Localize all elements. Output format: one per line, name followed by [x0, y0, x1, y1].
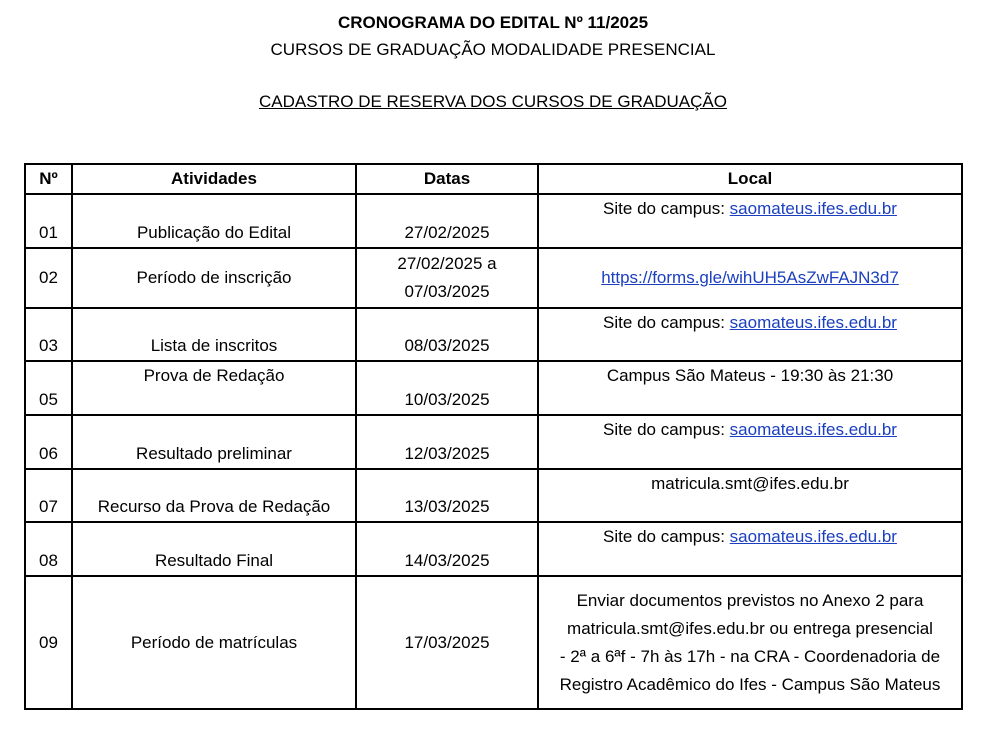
- row-activity: Resultado preliminar: [72, 415, 356, 469]
- row-date: 17/03/2025: [356, 576, 538, 709]
- row-number: 09: [25, 576, 72, 709]
- table-row: [25, 361, 962, 415]
- campus-site-link[interactable]: saomateus.ifes.edu.br: [729, 527, 897, 546]
- document-title: CRONOGRAMA DO EDITAL Nº 11/2025: [337, 13, 649, 32]
- table-row: [25, 415, 962, 469]
- local-prefix: Site do campus:: [603, 527, 730, 546]
- header-atividades: Atividades: [72, 164, 356, 194]
- header-numero: Nº: [25, 164, 72, 194]
- registration-form-link[interactable]: https://forms.gle/wihUH5AsZwFAJN3d7: [601, 268, 899, 287]
- row-activity: Publicação do Edital: [72, 194, 356, 248]
- row-local: [538, 576, 962, 709]
- row-activity: Período de inscrição: [72, 248, 356, 308]
- table-row: [25, 576, 962, 709]
- table-row: [25, 194, 962, 248]
- row-number: 02: [25, 248, 72, 308]
- row-number: 01: [25, 194, 72, 248]
- document-subtitle: CURSOS DE GRADUAÇÃO MODALIDADE PRESENCIAL: [270, 40, 716, 59]
- campus-site-link[interactable]: saomateus.ifes.edu.br: [729, 313, 897, 332]
- section-heading: CADASTRO DE RESERVA DOS CURSOS DE GRADUAÇÃO: [259, 92, 727, 111]
- row-activity: Lista de inscritos: [72, 308, 356, 361]
- table-row: [25, 469, 962, 522]
- local-line: matricula.smt@ifes.edu.br ou entrega presencial: [567, 618, 933, 638]
- row-local: matricula.smt@ifes.edu.br: [538, 469, 962, 522]
- row-activity: Resultado Final: [72, 522, 356, 576]
- table-row: [25, 308, 962, 361]
- row-date: 13/03/2025: [356, 469, 538, 522]
- date-line: 07/03/2025: [404, 282, 490, 301]
- local-prefix: Site do campus:: [603, 313, 730, 332]
- row-number: 03: [25, 308, 72, 361]
- local-line: Enviar documentos previstos no Anexo 2 para: [576, 590, 924, 610]
- table-header-row: [25, 164, 962, 194]
- row-local: [538, 248, 962, 308]
- row-number: 05: [25, 361, 72, 415]
- row-local: [538, 522, 962, 576]
- local-prefix: Site do campus:: [603, 420, 730, 439]
- row-activity: Período de matrículas: [72, 576, 356, 709]
- row-date: 27/02/2025: [356, 194, 538, 248]
- row-date: [356, 248, 538, 308]
- row-date: 10/03/2025: [356, 361, 538, 415]
- row-date: 12/03/2025: [356, 415, 538, 469]
- row-number: 08: [25, 522, 72, 576]
- header-local: Local: [538, 164, 962, 194]
- row-number: 07: [25, 469, 72, 522]
- row-date: 14/03/2025: [356, 522, 538, 576]
- date-line: 27/02/2025 a: [397, 254, 497, 273]
- header-datas: Datas: [356, 164, 538, 194]
- row-date: 08/03/2025: [356, 308, 538, 361]
- table-row: [25, 522, 962, 576]
- row-local: [538, 308, 962, 361]
- local-prefix: Site do campus:: [603, 199, 730, 218]
- local-line: - 2ª a 6ªf - 7h às 17h - na CRA - Coordenadoria de: [559, 646, 941, 666]
- row-local: [538, 415, 962, 469]
- schedule-table: [24, 163, 963, 710]
- row-local: Campus São Mateus - 19:30 às 21:30: [538, 361, 962, 415]
- table-row: [25, 248, 962, 308]
- row-activity: Recurso da Prova de Redação: [72, 469, 356, 522]
- local-line: Registro Acadêmico do Ifes - Campus São Mateus: [559, 674, 941, 694]
- row-local: [538, 194, 962, 248]
- campus-site-link[interactable]: saomateus.ifes.edu.br: [729, 420, 897, 439]
- row-number: 06: [25, 415, 72, 469]
- row-activity: Prova de Redação: [72, 361, 356, 415]
- campus-site-link[interactable]: saomateus.ifes.edu.br: [729, 199, 897, 218]
